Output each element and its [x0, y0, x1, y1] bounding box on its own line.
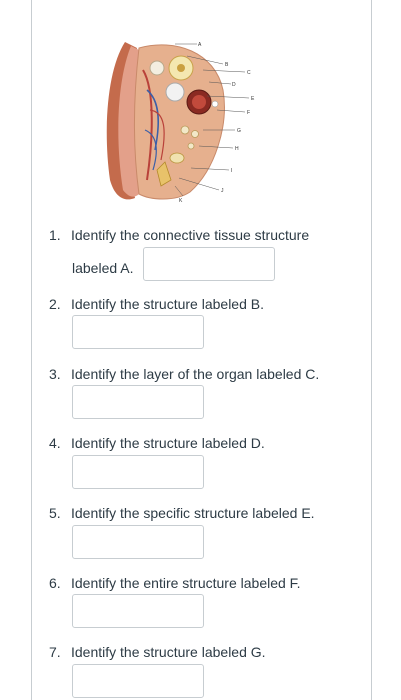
label-b: B — [225, 62, 229, 68]
answer-input-1[interactable] — [143, 247, 275, 281]
label-c: C — [247, 70, 251, 76]
label-g: G — [237, 128, 241, 134]
question-6 — [49, 573, 301, 593]
question-number: 2. — [49, 296, 61, 312]
question-number: 1. — [49, 227, 61, 243]
question-text: Identify the connective tissue structure — [71, 227, 310, 243]
question-number: 3. — [49, 366, 61, 382]
question-text: Identify the structure labeled B. — [71, 296, 264, 312]
left-border — [31, 0, 32, 700]
question-number: 5. — [49, 505, 61, 521]
right-border — [371, 0, 372, 700]
question-text: Identify the specific structure labeled E. — [71, 505, 315, 521]
answer-input-2[interactable] — [72, 315, 204, 349]
question-1-continuation: labeled A. — [72, 260, 134, 276]
ovary-model-image — [95, 30, 275, 210]
question-4 — [49, 433, 265, 453]
label-k: K — [179, 198, 183, 204]
label-a: A — [198, 42, 202, 48]
answer-input-3[interactable] — [72, 385, 204, 419]
answer-input-6[interactable] — [72, 594, 204, 628]
question-text: Identify the layer of the organ labeled C. — [71, 366, 320, 382]
question-5 — [49, 503, 315, 523]
question-1 — [49, 225, 309, 245]
question-text: Identify the structure labeled G. — [71, 644, 266, 660]
question-number: 4. — [49, 435, 61, 451]
question-3 — [49, 364, 319, 384]
question-number: 7. — [49, 644, 61, 660]
answer-input-7[interactable] — [72, 664, 204, 698]
ovary-model-illustration — [95, 30, 275, 210]
label-i: I — [231, 168, 233, 174]
question-7 — [49, 642, 266, 662]
label-f: F — [247, 110, 251, 116]
answer-input-5[interactable] — [72, 525, 204, 559]
label-h: H — [235, 146, 239, 152]
label-d: D — [232, 82, 236, 88]
question-text: Identify the structure labeled D. — [71, 435, 265, 451]
question-number: 6. — [49, 575, 61, 591]
question-text: Identify the entire structure labeled F. — [71, 575, 301, 591]
label-j: J — [221, 188, 224, 194]
label-e: E — [251, 96, 255, 102]
answer-input-4[interactable] — [72, 455, 204, 489]
question-2 — [49, 294, 264, 314]
